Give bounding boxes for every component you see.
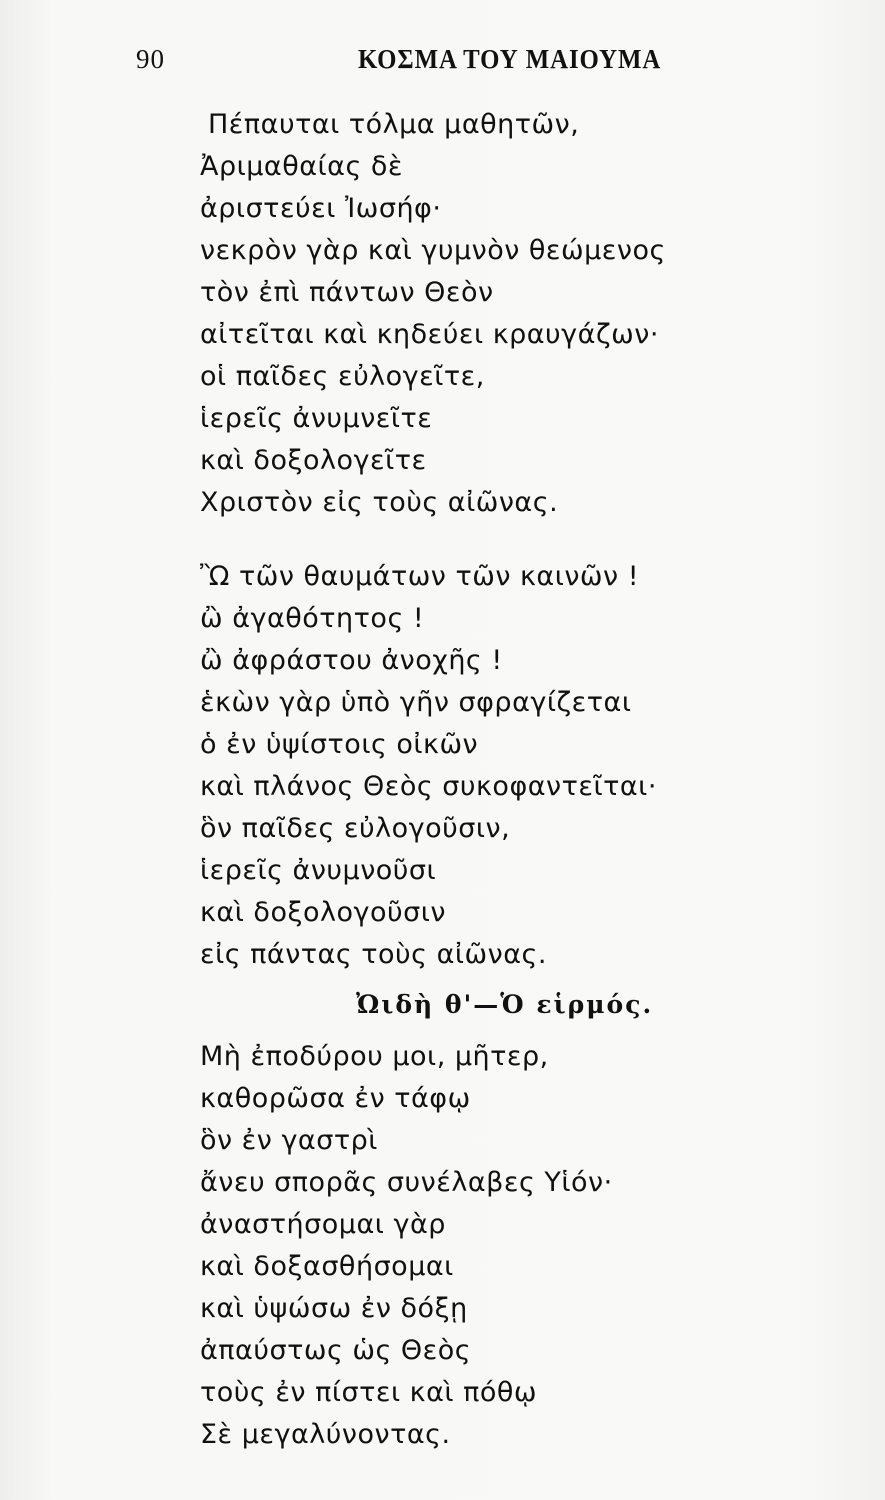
verse-line: ὃν ἐν γαστρὶ	[200, 1125, 378, 1156]
verse-line: ἄνευ σπορᾶς συνέλαβες Υἱόν·	[200, 1167, 613, 1198]
verse-line: καὶ δοξολογοῦσιν	[200, 897, 446, 928]
stanza-1	[200, 104, 820, 524]
verse-line: καὶ δοξολογεῖτε	[200, 445, 427, 476]
verse-line: ὢ ἀφράστου ἀνοχῆς !	[200, 645, 503, 676]
verse-line: νεκρὸν γὰρ καὶ γυμνὸν θεώμενος	[200, 235, 666, 266]
verse-line: ὁ ἐν ὑψίστοις οἰκῶν	[200, 729, 479, 760]
verse-line: Μὴ ἐποδύρου μοι, μῆτερ,	[200, 1041, 549, 1072]
verse-line: αἰτεῖται καὶ κηδεύει κραυγάζων·	[200, 319, 659, 350]
verse-line: ἀπαύστως ὡς Θεὸς	[200, 1335, 472, 1366]
verse-line: Πέπαυται τόλμα μαθητῶν,	[208, 109, 580, 140]
verse-line: Ἀριμαθαίας δὲ	[200, 151, 404, 182]
verse-line: καὶ ὑψώσω ἐν δόξῃ	[200, 1293, 468, 1324]
verse-line: Χριστὸν εἰς τοὺς αἰῶνας.	[200, 487, 559, 518]
stanza-3	[200, 1036, 820, 1456]
page-number: 90	[136, 44, 165, 74]
verse-line: εἰς πάντας τοὺς αἰῶνας.	[200, 939, 547, 970]
verse-line: ἀναστήσομαι γὰρ	[200, 1209, 446, 1240]
verse-line: ἱερεῖς ἀνυμνοῦσι	[200, 855, 437, 886]
verse-line: καθορῶσα ἐν τάφῳ	[200, 1083, 471, 1114]
verse-line: ἑκὼν γὰρ ὑπὸ γῆν σφραγίζεται	[200, 687, 632, 718]
verse-line: Ὢ τῶν θαυμάτων τῶν καινῶν !	[200, 561, 640, 592]
ode-heading: Ὠιδὴ θ'—Ὁ εἱρμός.	[356, 990, 654, 1019]
verse-line: ὢ ἀγαθότητος !	[200, 603, 425, 634]
verse-line: Σὲ μεγαλύνοντας.	[200, 1419, 451, 1450]
verse-line: τοὺς ἐν πίστει καὶ πόθῳ	[200, 1377, 537, 1408]
verse-line: οἱ παῖδες εὐλογεῖτε,	[200, 361, 485, 392]
page-header	[0, 44, 885, 84]
verse-line: ἀριστεύει Ἰωσήφ·	[200, 193, 442, 224]
verse-line: ὃν παῖδες εὐλογοῦσιν,	[200, 813, 511, 844]
stanza-2	[200, 556, 820, 976]
running-title: ΚΟΣΜΑ ΤΟΥ ΜΑΙΟΥΜΑ	[358, 44, 662, 74]
verse-line: καὶ πλάνος Θεὸς συκοφαντεῖται·	[200, 771, 657, 802]
verse-line: καὶ δοξασθήσομαι	[200, 1251, 454, 1282]
verse-line: ἱερεῖς ἀνυμνεῖτε	[200, 403, 433, 434]
verse-line: τὸν ἐπὶ πάντων Θεὸν	[200, 277, 494, 308]
